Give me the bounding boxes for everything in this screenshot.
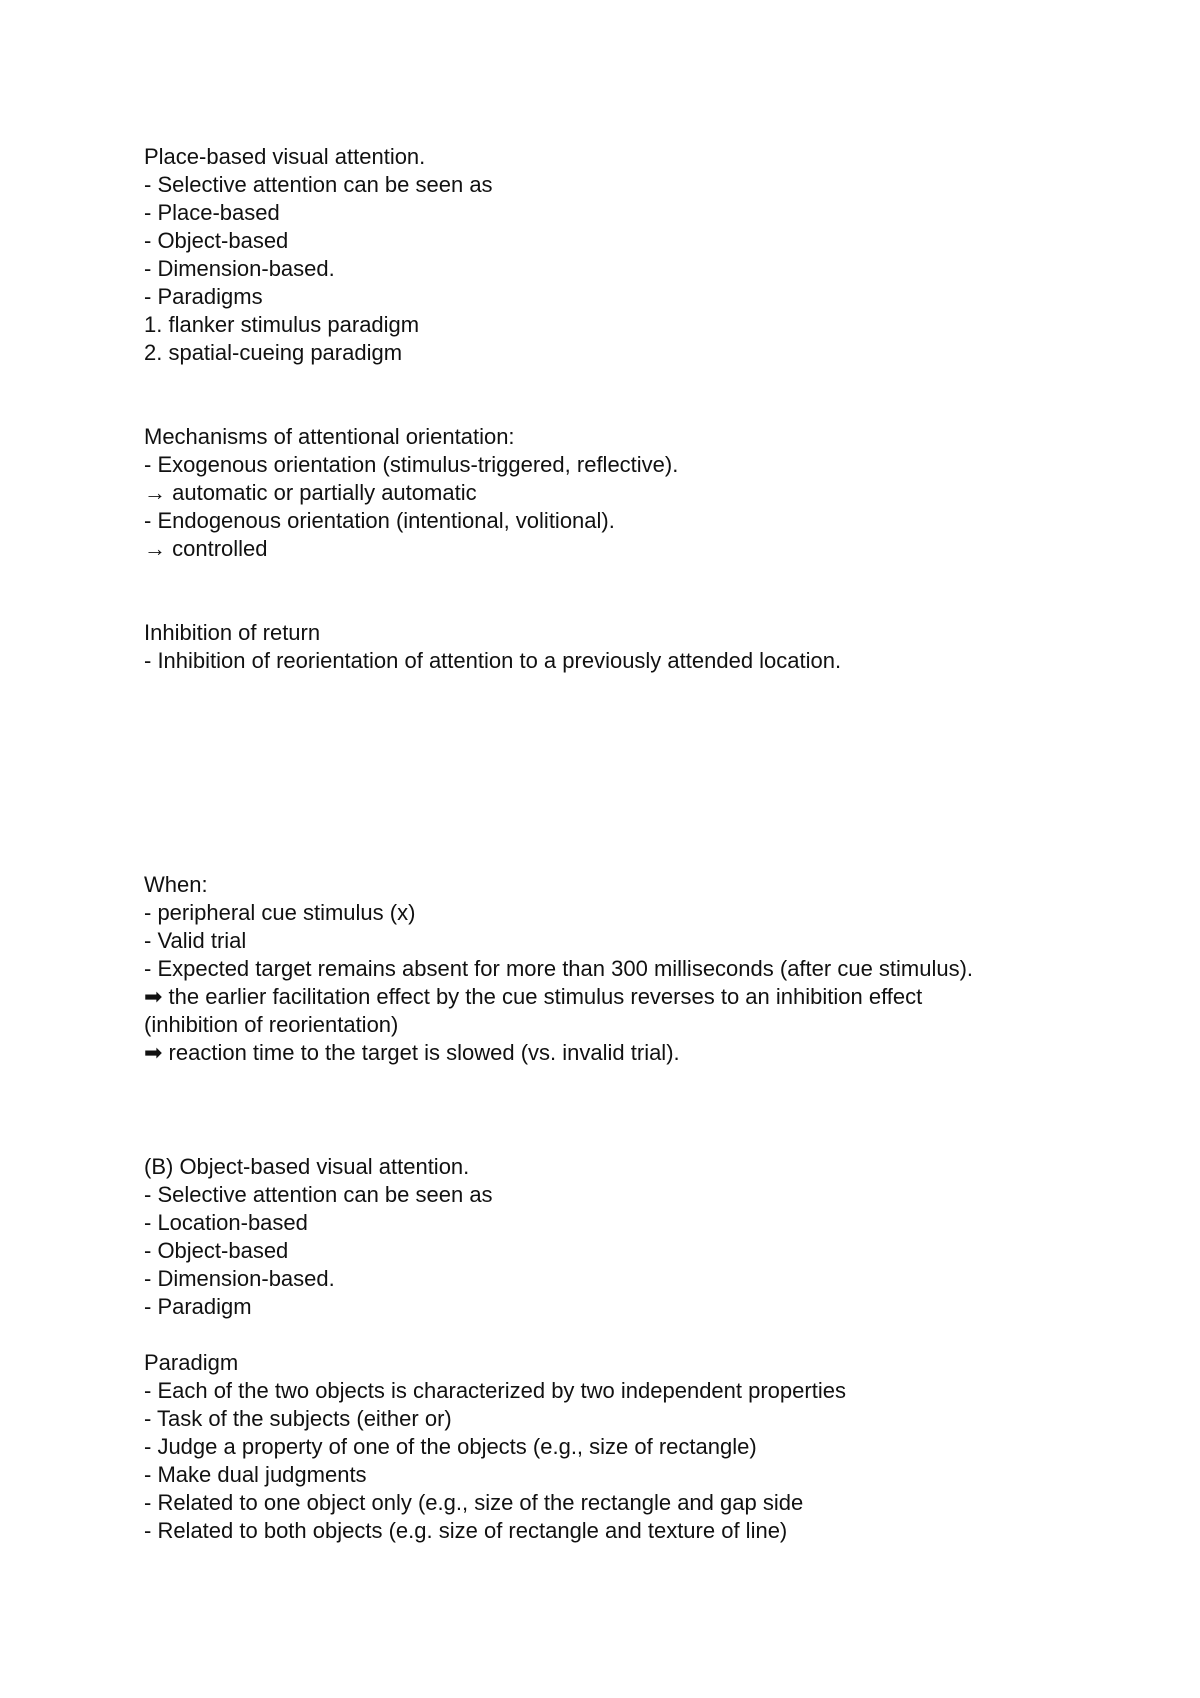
- text-line: → automatic or partially automatic: [144, 480, 477, 505]
- text-line: - Paradigm: [144, 1294, 252, 1319]
- text-line: - Exogenous orientation (stimulus-triggered, reflective).: [144, 452, 679, 477]
- text-line: ➡ reaction time to the target is slowed (vs. invalid trial).: [144, 1040, 680, 1065]
- text-line: - Make dual judgments: [144, 1462, 367, 1487]
- text-line: - Related to both objects (e.g. size of rectangle and texture of line): [144, 1518, 788, 1543]
- section-heading: Mechanisms of attentional orientation:: [144, 424, 515, 449]
- section-heading: Inhibition of return: [144, 620, 321, 645]
- text-line: - Dimension-based.: [144, 1266, 335, 1291]
- text-line: - Place-based: [144, 200, 280, 225]
- text-line: - peripheral cue stimulus (x): [144, 900, 416, 925]
- text-line: - Inhibition of reorientation of attention to a previously attended location.: [144, 648, 842, 673]
- text-line: → controlled: [144, 536, 268, 561]
- section-heading: Paradigm: [144, 1350, 239, 1375]
- section-place-based-attention: [144, 143, 1124, 367]
- text-line: - Endogenous orientation (intentional, volitional).: [144, 508, 615, 533]
- section-object-based-attention: [144, 1153, 1124, 1321]
- section-inhibition-of-return: [144, 619, 1124, 675]
- text-line: 1. flanker stimulus paradigm: [144, 312, 420, 337]
- text-line: - Judge a property of one of the objects (e.g., size of rectangle): [144, 1434, 757, 1459]
- text-line: - Object-based: [144, 228, 289, 253]
- text-line: - Paradigms: [144, 284, 263, 309]
- text-line: 2. spatial-cueing paradigm: [144, 340, 403, 365]
- section-heading: When:: [144, 872, 208, 897]
- text-line: - Selective attention can be seen as: [144, 1182, 493, 1207]
- text-line: (inhibition of reorientation): [144, 1012, 399, 1037]
- section-attentional-orientation: [144, 423, 1124, 563]
- section-heading: Place-based visual attention.: [144, 144, 426, 169]
- section-when: [144, 871, 1124, 1067]
- section-heading: (B) Object-based visual attention.: [144, 1154, 470, 1179]
- text-line: - Task of the subjects (either or): [144, 1406, 452, 1431]
- text-line: - Selective attention can be seen as: [144, 172, 493, 197]
- text-line: ➡ the earlier facilitation effect by the cue stimulus reverses to an inhibition effect: [144, 984, 923, 1009]
- text-line: - Expected target remains absent for more than 300 milliseconds (after cue stimulus).: [144, 956, 974, 981]
- text-line: - Dimension-based.: [144, 256, 335, 281]
- text-line: - Related to one object only (e.g., size of the rectangle and gap side: [144, 1490, 804, 1515]
- text-line: - Each of the two objects is characterized by two independent properties: [144, 1378, 846, 1403]
- text-line: - Object-based: [144, 1238, 289, 1263]
- section-paradigm: [144, 1349, 1124, 1545]
- text-line: - Location-based: [144, 1210, 308, 1235]
- text-line: - Valid trial: [144, 928, 247, 953]
